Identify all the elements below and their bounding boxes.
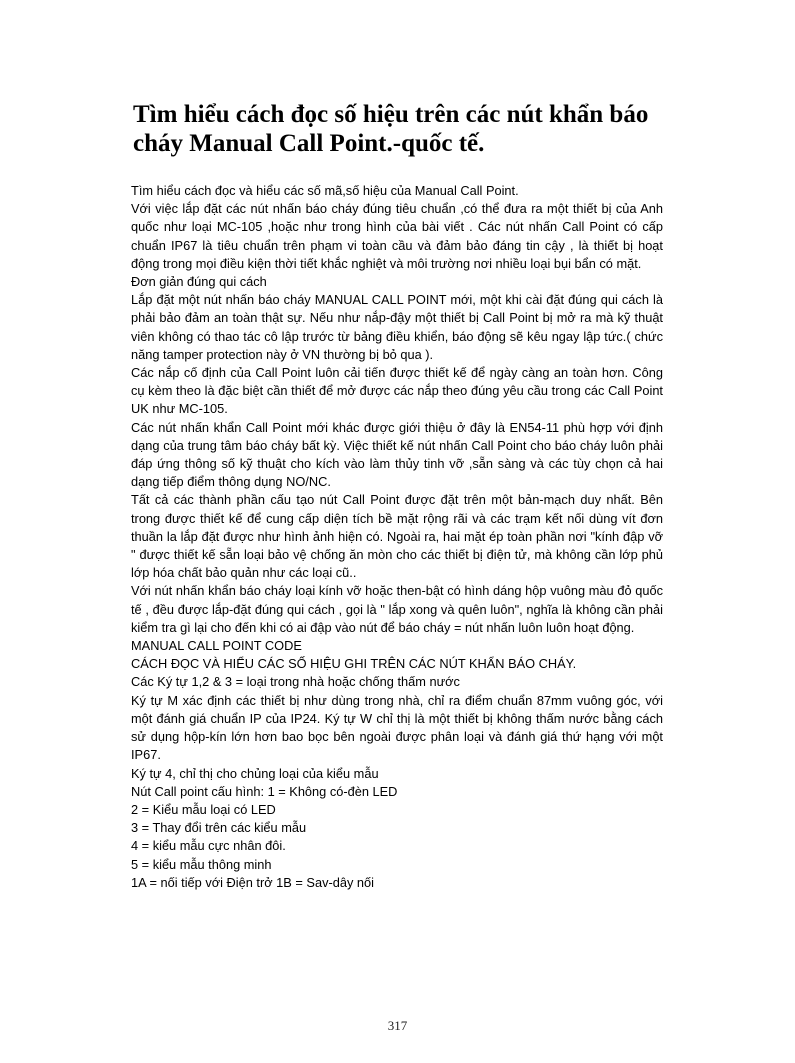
paragraph: Lắp đặt một nút nhấn báo cháy MANUAL CALL POINT mới, một khi cài đặt đúng qui cách là phải bảo đảm an toàn thật sự. Nếu như nắp-đậy một thiết bị Call Point bị mở ra mà kỹ thuật viên không có thao tác cô lập trước từ bảng điều khiển, báo động sẽ kêu ngay lập tức.( chức năng tamper protection này ở VN thường bị bỏ qua ). [131,292,663,362]
paragraph: Tất cả các thành phần cấu tạo nút Call Point được đặt trên một bản-mạch duy nhất. Bên trong được thiết kế để cung cấp diện tích bề mặt rộng rãi và các trạm kết nối dùng vít đơn thuần la lắp đặt được như hình ảnh hiện có. Ngoài ra, hai mặt ép toàn phần nơi "kính đập vỡ " được thiết kế sẵn loại bảo vệ chống ăn mòn cho các thiết bị điện tử, mà không cần lớp phủ lớp hóa chất bảo quản như các loại cũ.. [131,492,663,581]
list-item: 3 = Thay đổi trên các kiểu mẫu [131,820,307,836]
paragraph: Các Ký tự 1,2 & 3 = loại trong nhà hoặc chống thấm nước [131,674,460,690]
section-heading: CÁCH ĐỌC VÀ HIỂU CÁC SỐ HIỆU GHI TRÊN CÁC NÚT KHẨN BÁO CHÁY. [131,656,577,672]
list-item: 4 = kiểu mẫu cực nhân đôi. [131,838,286,854]
paragraph: Các nắp cố định của Call Point luôn cải tiến được thiết kế để ngày càng an toàn hơn. Công cụ kèm theo là đặc biệt cần thiết để mở được các nắp theo đúng yêu cầu trong các Call Point UK như MC-105. [131,365,663,417]
page-title: Tìm hiểu cách đọc số hiệu trên các nút khẩn báo cháy Manual Call Point.-quốc tế. [133,101,649,157]
list-item: 5 = kiểu mẫu thông minh [131,856,272,872]
paragraph: Với việc lắp đặt các nút nhấn báo cháy đúng tiêu chuẩn ,có thể đưa ra một thiết bị của Anh quốc như loại MC-105 ,hoặc như trong hình của bài viết . Các nút nhấn Call Point có cấp chuẩn IP67 là tiêu chuẩn trên phạm vi toàn cầu và đảm bảo đáng tin cậy , là thiết bị hoạt động trong mọi điều kiện thời tiết khắc nghiệt và môi trường nơi nhiều loại bụi bẩn có mặt. [131,201,663,271]
paragraph: Với nút nhấn khẩn báo cháy loại kính vỡ hoặc then-bật có hình dáng hộp vuông màu đỏ quốc tế , đều được lắp-đặt đúng qui cách , gọi là " lắp xong và quên luôn", nghĩa là không cần phải kiểm tra gì lại cho đến khi có ai đập vào nút để báo cháy = nút nhấn luôn luôn hoạt động. [131,583,663,635]
section-heading: Đơn giản đúng qui cách [131,274,267,290]
list-item: Nút Call point cấu hình: 1 = Không có-đèn LED [131,783,398,799]
list-item: 1A = nối tiếp với Điện trở 1B = Sav-dây nối [131,874,374,890]
paragraph: Ký tự M xác định các thiết bị như dùng trong nhà, chỉ ra điểm chuẩn 87mm vuông góc, với một đánh giá chuẩn IP của IP24. Ký tự W chỉ thị là một thiết bị không thấm nước bằng cách sử dụng hộp-kín lớn hơn bao bọc bên ngoài được phân loại và đánh giá thứ hạng với một IP67. [131,692,663,763]
section-heading: MANUAL CALL POINT CODE [131,638,302,654]
page-number: 317 [387,1018,408,1033]
document-body [131,182,663,892]
paragraph: Tìm hiểu cách đọc và hiểu các số mã,số hiệu của Manual Call Point. [131,183,519,198]
paragraph: Ký tự 4, chỉ thị cho chủng loại của kiểu mẫu [131,765,379,781]
paragraph: Các nút nhấn khẩn Call Point mới khác được giới thiệu ở đây là EN54-11 phù hợp với định dạng của trung tâm báo cháy bất kỳ. Việc thiết kế nút nhấn Call Point cho báo cháy luôn phải đáp ứng thông số kỹ thuật cho kích vào làm thủy tinh vỡ ,sẵn sàng và các tùy chọn cả hai dạng tiếp điểm thông dụng NO/NC. [131,419,663,490]
list-item: 2 = Kiểu mẫu loại có LED [131,801,276,817]
